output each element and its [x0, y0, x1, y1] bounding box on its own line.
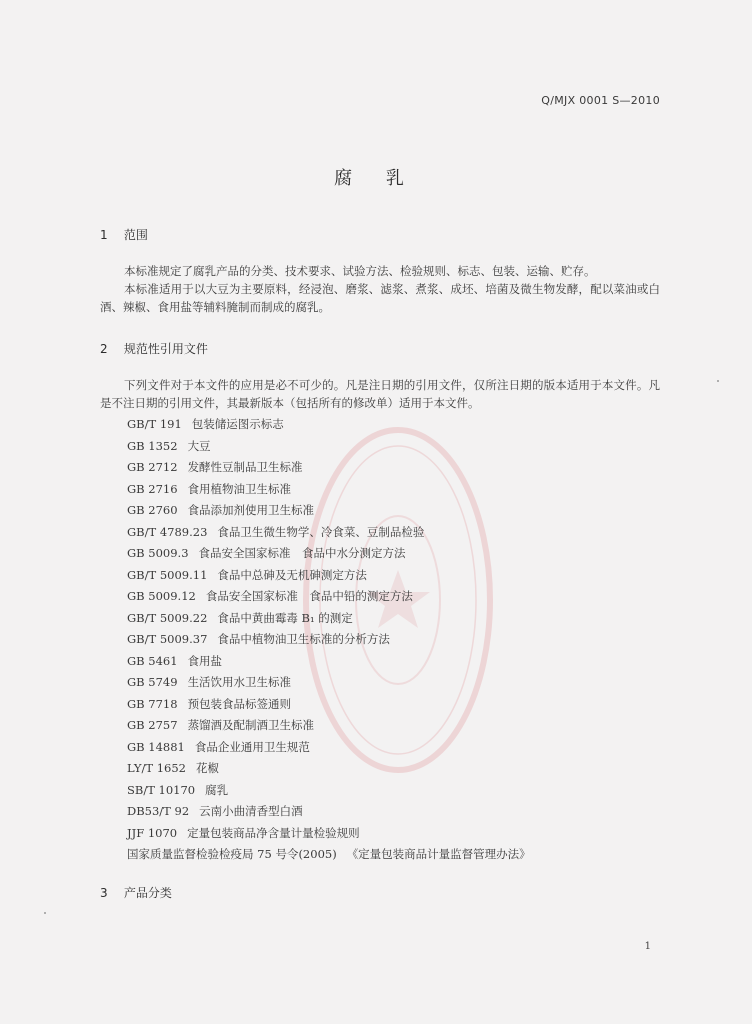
section-number: 3: [100, 886, 108, 900]
reference-item: [127, 457, 531, 479]
section-number: 2: [100, 342, 108, 356]
reference-code: GB/T 191: [127, 417, 182, 431]
section-title: 范围: [123, 228, 148, 242]
reference-title: 大豆: [187, 438, 211, 453]
reference-item: [127, 694, 531, 716]
reference-code: GB/T 4789.23: [127, 524, 208, 539]
reference-title: 食品中黄曲霉毒 B₁ 的测定: [217, 610, 353, 625]
reference-title: 包装储运图示标志: [191, 417, 284, 431]
reference-title: 生活饮用水卫生标准: [187, 675, 292, 689]
scope-paragraph-2: 本标准适用于以大豆为主要原料，经浸泡、磨浆、滤浆、煮浆、成坯、培菌及微生物发酵，配以菜油或白酒、辣椒、食用盐等辅料腌制而制成的腐乳。: [100, 282, 660, 314]
reference-code: 国家质量监督检验检疫局 75 号令(2005): [127, 847, 337, 861]
reference-item: [127, 608, 531, 630]
reference-item: [127, 522, 531, 544]
reference-item: [127, 629, 531, 651]
reference-item: [127, 715, 531, 737]
section-heading-product-classification: [100, 884, 172, 901]
reference-item: [127, 479, 531, 501]
reference-title: 食品卫生微生物学、冷食菜、豆制品检验: [217, 524, 425, 539]
reference-code: GB 14881: [127, 739, 185, 754]
reference-item: [127, 565, 531, 587]
reference-item: [127, 586, 531, 608]
reference-title: 食用盐: [187, 653, 223, 668]
reference-code: GB/T 5009.11: [127, 567, 208, 582]
section-title: 产品分类: [123, 886, 172, 900]
reference-title: 预包装食品标签通则: [187, 696, 292, 711]
reference-code: GB 5749: [127, 675, 178, 689]
reference-title: 食品企业通用卫生规范: [194, 739, 310, 754]
reference-item: [127, 500, 531, 522]
reference-title: 食用植物油卫生标准: [187, 481, 292, 496]
reference-title: 腐乳: [205, 782, 229, 797]
section-number: 1: [100, 228, 108, 242]
reference-code: LY/T 1652: [127, 761, 186, 775]
reference-title: 食品安全国家标准 食品中水分测定方法: [198, 546, 406, 560]
reference-item: [127, 758, 531, 780]
scan-speck: [44, 912, 46, 914]
reference-title: 蒸馏酒及配制酒卫生标准: [187, 718, 315, 732]
reference-code: GB 5461: [127, 653, 178, 668]
reference-code: DB53/T 92: [127, 804, 190, 818]
reference-code: GB 2757: [127, 718, 178, 732]
reference-code: GB 1352: [127, 438, 178, 453]
reference-item: [127, 801, 531, 823]
page-number: 1: [644, 941, 651, 952]
reference-item: [127, 414, 531, 436]
reference-code: SB/T 10170: [127, 782, 196, 797]
scope-paragraph-1: 本标准规定了腐乳产品的分类、技术要求、试验方法、检验规则、标志、包装、运输、贮存。: [124, 264, 596, 278]
section-heading-normative-references: [100, 340, 208, 357]
reference-title: 食品安全国家标准 食品中铅的测定方法: [205, 589, 413, 603]
document-title: 腐 乳: [334, 168, 418, 189]
normative-intro-paragraph: 下列文件对于本文件的应用是必不可少的。凡是注日期的引用文件，仅所注日期的版本适用于本文件。凡是不注日期的引用文件，其最新版本（包括所有的修改单）适用于本文件。: [100, 378, 660, 410]
scan-speck: [717, 380, 719, 382]
reference-title: 花椒: [195, 761, 219, 775]
reference-title: 云南小曲清香型白酒: [199, 804, 303, 818]
reference-item: [127, 737, 531, 759]
reference-title: 食品中总砷及无机砷测定方法: [217, 567, 367, 582]
reference-code: GB 5009.12: [127, 589, 196, 603]
reference-code: GB 2712: [127, 460, 178, 474]
reference-title: 发酵性豆制品卫生标准: [187, 460, 303, 474]
section-heading-scope: [100, 226, 148, 243]
reference-title: 《定量包装商品计量监督管理办法》: [346, 847, 531, 861]
reference-item: [127, 436, 531, 458]
reference-code: GB/T 5009.22: [127, 610, 208, 625]
reference-code: GB 7718: [127, 696, 178, 711]
reference-code: JJF 1070: [127, 825, 178, 840]
reference-item: [127, 823, 531, 845]
reference-list: [127, 414, 531, 866]
reference-code: GB 2716: [127, 481, 178, 496]
reference-code: GB 5009.3: [127, 546, 189, 560]
reference-title: 定量包装商品净含量计量检验规则: [187, 825, 360, 840]
reference-item: [127, 780, 531, 802]
section-title: 规范性引用文件: [123, 342, 208, 356]
standard-code: Q/MJX 0001 S—2010: [541, 94, 660, 107]
reference-code: GB/T 5009.37: [127, 632, 208, 646]
reference-code: GB 2760: [127, 503, 178, 517]
reference-title: 食品中植物油卫生标准的分析方法: [217, 632, 390, 646]
reference-item: [127, 844, 531, 866]
reference-title: 食品添加剂使用卫生标准: [187, 503, 315, 517]
reference-item: [127, 651, 531, 673]
reference-item: [127, 672, 531, 694]
reference-item: [127, 543, 531, 565]
